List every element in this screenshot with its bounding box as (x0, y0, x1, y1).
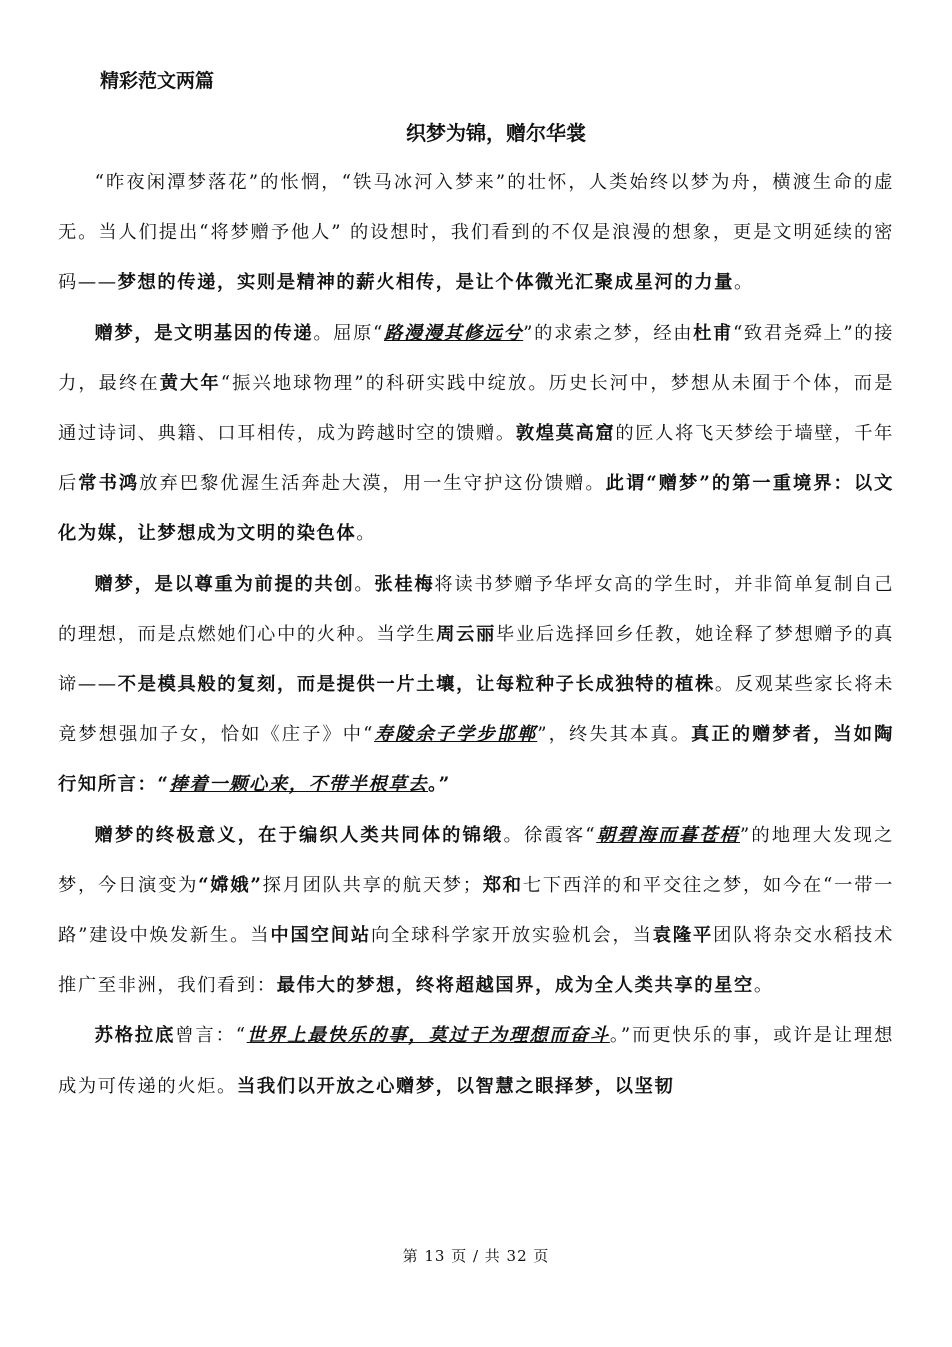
body-text: “振兴地球物理”的科研实践中绽放。历史长河中，梦想从未囿于个体，而是通过诗词、典籍、口耳相传，成为跨越时空的馈赠。 (58, 372, 895, 445)
emphasis-text: 最伟大的梦想，终将超越国界，成为全人类共享的星空 (276, 975, 754, 997)
emphasis-text: 张桂梅 (374, 573, 435, 595)
body-text: 的匠人将飞天梦绘于墙壁，千年后 (58, 423, 894, 495)
emphasis-text: 不是模具般的复刻，而是提供一片土壤，让每粒种子长成独特的植株 (117, 674, 715, 696)
body-text: 探月团队共享的航天梦； (262, 874, 483, 896)
body-text: 曾言：“ (175, 1025, 247, 1047)
section-label: 精彩范文两篇 (100, 70, 215, 92)
emphasis-text: 。” (428, 774, 451, 796)
essay-paragraph (58, 1011, 894, 1111)
quote-text: 路漫漫其修远兮 (383, 322, 524, 344)
essay-title: 织梦为锦，赠尔华裳 (406, 121, 586, 145)
body-text: ”的求索之梦，经由 (523, 322, 694, 344)
body-text: 。 (356, 523, 377, 545)
emphasis-text: 黄大年 (159, 372, 221, 394)
body-text: 。 (354, 573, 375, 595)
body-text: 。屈原“ (313, 322, 384, 344)
body-text: 七下西洋的和平交往之梦，如今在“一带一路”建设中焕发新生。当 (58, 874, 894, 947)
emphasis-text: 周云丽 (436, 623, 496, 645)
emphasis-text: 郑和 (482, 874, 523, 896)
body-text: ”，终失其本真。 (537, 724, 692, 746)
emphasis-text: 杜甫 (693, 322, 733, 344)
emphasis-text: 赠梦，是文明基因的传递 (94, 322, 314, 344)
body-text: ”的地理大发现之梦，今日演变为 (58, 824, 894, 896)
body-text: 。 (733, 272, 754, 294)
emphasis-text: 敦煌莫高窟 (515, 423, 616, 445)
body-text: 。徐霞客“ (503, 824, 597, 846)
emphasis-text: 苏格拉底 (94, 1025, 176, 1047)
emphasis-text: 常书鸿 (78, 473, 140, 495)
quote-text: 寿陵余子学步邯郸 (374, 724, 538, 746)
body-text: 。 (753, 975, 774, 997)
emphasis-text: 赠梦，是以尊重为前提的共创 (94, 573, 355, 595)
emphasis-text: 梦想的传递，实则是精神的薪火相传，是让个体微光汇聚成星河的力量 (117, 272, 734, 294)
body-text: 毕业后选择回乡任教，她诠释了梦想赠予的真谛—— (58, 623, 894, 696)
body-text: “昨夜闲潭梦落花”的怅惘，“铁马冰河入梦来”的壮怀，人类始终以梦为舟，横渡生命的虚无。当人们提出“将梦赠予他人” 的设想时，我们看到的不仅是浪漫的想象，更是文明延续的密码—— (58, 172, 894, 294)
page-footer: 第 13 页 / 共 32 页 (402, 1247, 550, 1265)
essay-paragraph (58, 309, 894, 560)
body-text: 团队将杂交水稻技术推广至非洲，我们看到： (58, 925, 895, 997)
body-text: “致君尧舜上”的接力，最终在 (58, 322, 895, 394)
body-text: 向全球科学家开放实验机会，当 (371, 925, 653, 947)
body-text: 将读书梦赠予华坪女高的学生时，并非简单复制自己的理想，而是点燃她们心中的火种。当学生 (58, 573, 894, 645)
essay-paragraph (58, 158, 894, 309)
body-text: 。”而更快乐的事，或许是让理想成为可传递的火炬。 (58, 1025, 894, 1097)
essay-paragraph (58, 811, 894, 1012)
emphasis-text: “嫦娥” (198, 874, 263, 896)
emphasis-text: 当我们以开放之心赠梦，以智慧之眼择梦，以坚韧 (236, 1075, 675, 1097)
quote-text: 世界上最快乐的事，莫过于为理想而奋斗 (246, 1025, 610, 1047)
emphasis-text: 赠梦的终极意义，在于编织人类共同体的锦缎 (94, 824, 504, 846)
quote-text: 朝碧海而暮苍梧 (596, 824, 740, 846)
emphasis-text: 真正的赠梦者，当如陶行知所言：“ (58, 724, 894, 796)
quote-text: 捧着一颗心来，不带半根草去 (169, 774, 428, 796)
body-text: 放弃巴黎优渥生活奔赴大漠，用一生守护这份馈赠。 (139, 473, 606, 495)
body-text: 。反观某些家长将未竟梦想强加子女，恰如《庄子》中“ (58, 674, 894, 746)
emphasis-text: 此谓“赠梦”的第一重境界：以文化为媒，让梦想成为文明的染色体 (58, 473, 894, 545)
essay-paragraph (58, 560, 894, 811)
emphasis-text: 中国空间站 (270, 925, 372, 947)
emphasis-text: 袁隆平 (652, 925, 714, 947)
essay-body (58, 158, 894, 1112)
